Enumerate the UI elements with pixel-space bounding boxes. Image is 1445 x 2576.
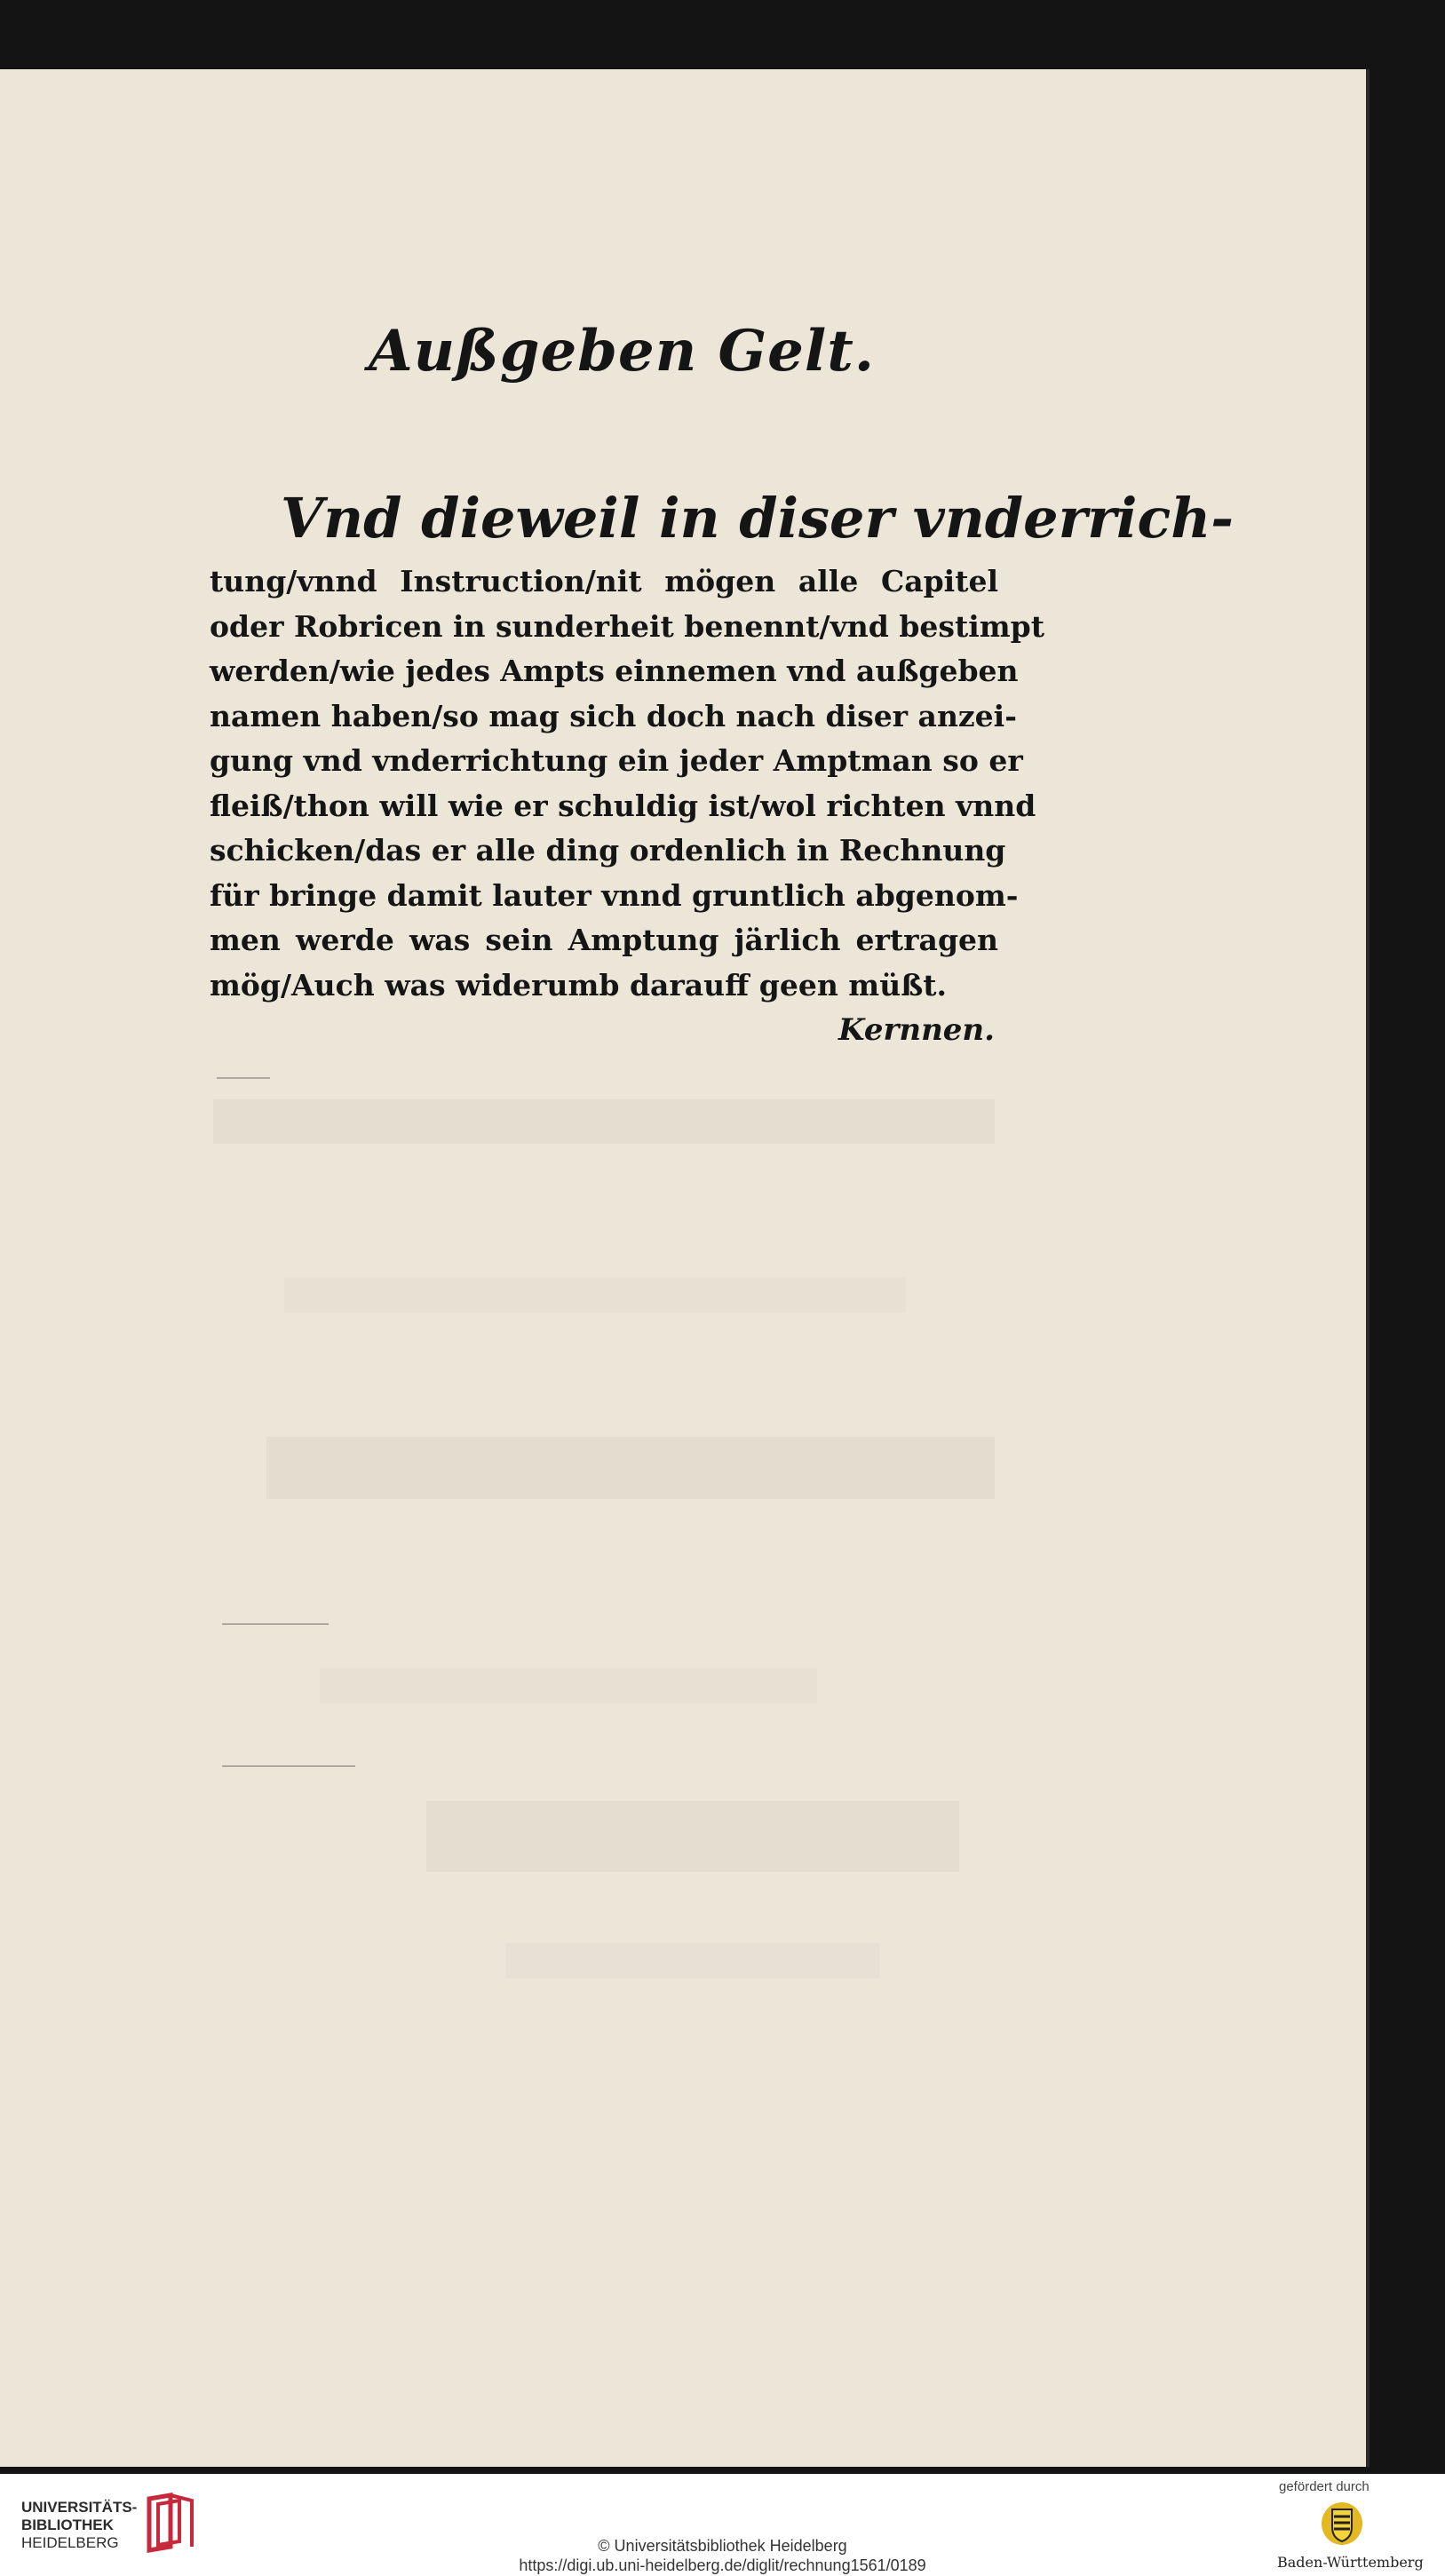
sponsor-label: gefördert durch [1279, 2479, 1370, 2494]
text-line: schicken/das er alle ding ordenlich in Rechnung [210, 833, 1006, 868]
body-paragraph [210, 478, 1235, 1052]
text-line: mög/Auch was widerumb darauff geen müßt. [210, 967, 948, 1003]
library-name-line: UNIVERSITÄTS- [21, 2499, 138, 2516]
library-name-line: HEIDELBERG [21, 2534, 119, 2551]
show-through-rule [222, 1623, 329, 1625]
show-through-rule [217, 1077, 270, 1079]
text-line: namen haben/so mag sich doch nach diser anzei- [210, 698, 1017, 733]
show-through-rule [222, 1765, 355, 1767]
library-name-line: BIBLIOTHEK [21, 2517, 114, 2533]
copyright-text: © Universitätsbibliothek Heidelberg [598, 2537, 847, 2555]
catchword: Kernnen. [838, 1012, 995, 1048]
page-heading: Außgeben Gelt. [368, 318, 876, 384]
text-line: Vnd dieweil in diser vnderrich- [281, 486, 1235, 551]
text-line: men werde was sein Amptung järlich ertragen [210, 923, 998, 957]
text-line: werden/wie jedes Ampts einnemen vnd außgeben [210, 654, 1019, 688]
footer-bar [0, 2474, 1445, 2576]
copyright-notice [0, 2536, 1445, 2575]
document-page [0, 69, 1370, 2467]
text-line: tung/vnnd Instruction/nit mögen alle Capitel [210, 564, 998, 598]
text-line: für bringe damit lauter vnnd gruntlich abgenom- [210, 877, 1019, 913]
sponsor-name: Baden-Württemberg [1277, 2554, 1424, 2571]
text-line: oder Robricen in sunderheit benennt/vnd bestimpt [210, 608, 1044, 644]
text-line: gung vnd vnderrichtung ein jeder Amptman so er [210, 743, 1023, 778]
baden-wuerttemberg-coat-of-arms-icon [1320, 2501, 1364, 2551]
permalink-url[interactable]: https://digi.ub.uni-heidelberg.de/diglit/rechnung1561/0189 [519, 2556, 926, 2574]
text-line: fleiß/thon will wie er schuldig ist/wol richten vnnd [210, 788, 1036, 823]
